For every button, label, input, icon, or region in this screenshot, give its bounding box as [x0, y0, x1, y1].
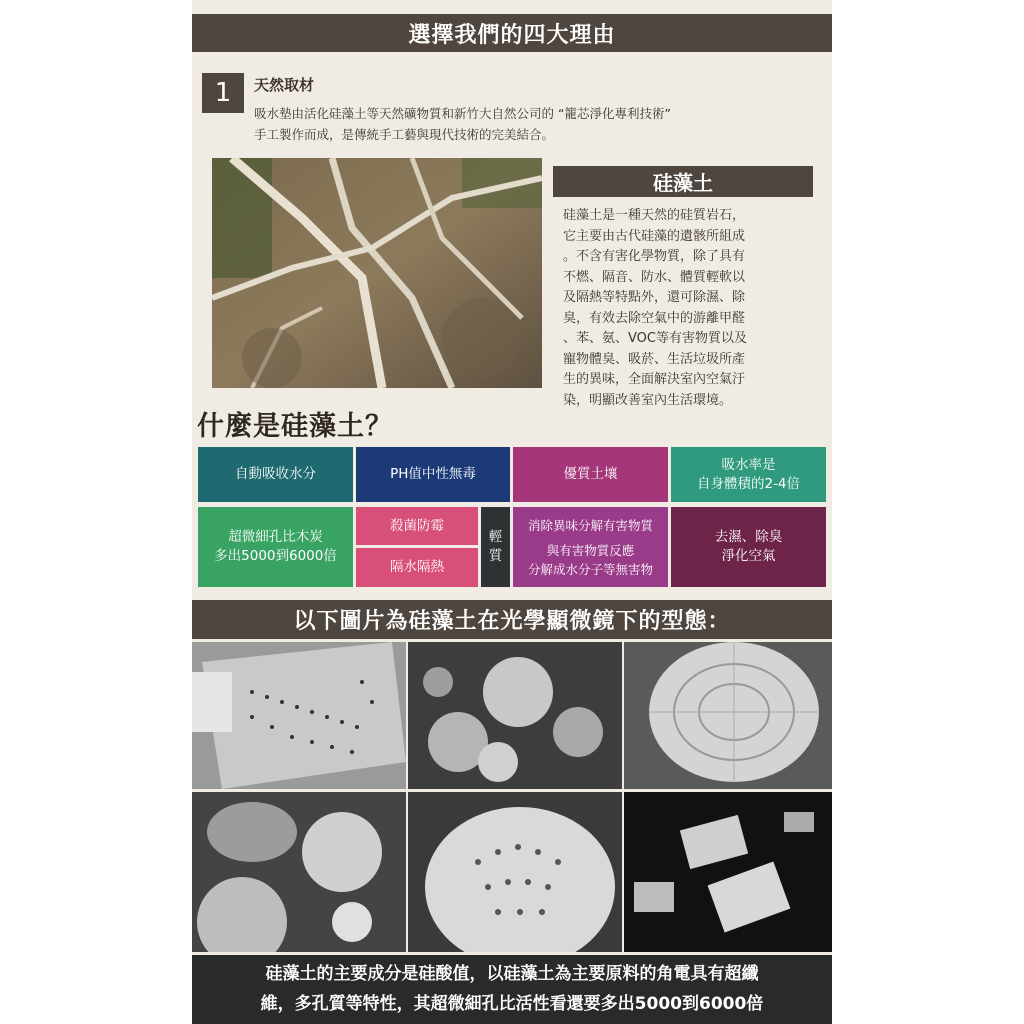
description-line: 吸水墊由活化硅藻土等天然礦物質和新竹大自然公司的 “籠芯淨化專利技術”: [254, 106, 671, 121]
feature-line: 多出5000到6000倍: [214, 548, 337, 564]
diatomite-line: 生的異味，全面解決室內空氣汙: [563, 372, 746, 387]
what-is-diatomite-heading: 什麼是硅藻土？: [197, 411, 393, 442]
feature-line: 淨化空氣: [721, 548, 776, 564]
diatomite-line: 寵物體臭、吸菸、生活垃圾所產: [563, 351, 746, 367]
diatomite-line: 不燃、隔音、防水、體質輕軟以: [563, 269, 746, 285]
microscope-image: [192, 792, 406, 952]
caption-line: 維，多孔質等特性，其超微細孔比活性看還要多出5000到6000倍: [260, 994, 764, 1014]
section-number: 1: [202, 73, 244, 113]
diatomite-line: 硅藻土是一種天然的硅質岩石，: [563, 208, 746, 223]
diatomite-line: 臭，有效去除空氣中的游離甲醛: [563, 310, 746, 326]
diatomite-line: 染，明顯改善室內生活環境。: [563, 392, 733, 408]
microscope-header: 以下圖片為硅藻土在光學顯微鏡下的型態：: [192, 600, 832, 639]
section-title: 天然取材: [254, 76, 315, 94]
feature-line: 輕: [488, 529, 503, 545]
feature-deodorize: [513, 507, 668, 587]
diatomite-description: [563, 206, 808, 411]
bottom-caption: [192, 955, 832, 1024]
feature-line: 自身體積的2-4倍: [696, 475, 801, 492]
feature-lightweight: [481, 507, 510, 587]
feature-line: 質: [488, 548, 503, 564]
feature-line: 消除異味分解有害物質: [527, 517, 653, 533]
feature-quality-soil: 優質土壤: [513, 447, 668, 502]
microscope-image: [624, 792, 832, 952]
feature-micro-pores: [198, 507, 353, 587]
diatomite-line: 。不含有害化學物質，除了具有: [563, 249, 746, 264]
feature-insulation: 隔水隔熱: [356, 548, 478, 587]
diatomite-line: 及隔熱等特點外，還可除濕、除: [563, 290, 746, 305]
section-description: [254, 103, 824, 145]
feature-ph-neutral: PH值中性無毒: [356, 447, 510, 502]
page-header: 選擇我們的四大理由: [192, 14, 832, 52]
feature-line: 吸水率是: [721, 456, 776, 473]
feature-line: 分解成水分子等無害物: [527, 561, 653, 577]
microscope-image: [408, 792, 622, 952]
rock-photo: [212, 158, 542, 388]
microscope-image: [192, 642, 406, 789]
feature-line: 與有害物質反應: [546, 542, 635, 558]
feature-absorption-rate: [671, 447, 826, 502]
description-line: 手工製作而成，是傳統手工藝與現代技術的完美結合。: [254, 127, 555, 142]
microscope-image: [624, 642, 832, 789]
caption-line: 硅藻土的主要成分是硅酸值，以硅藻土為主要原料的角電具有超纖: [265, 964, 759, 984]
microscope-image: [408, 642, 622, 789]
feature-antibacterial: 殺菌防霉: [356, 507, 478, 545]
feature-line: 超微細孔比木炭: [228, 529, 323, 545]
diatomite-line: 它主要由古代硅藻的遺骸所組成: [563, 228, 746, 244]
feature-dehumidify: [671, 507, 826, 587]
diatomite-title: 硅藻土: [553, 166, 813, 197]
diatomite-line: 、苯、氨、VOC等有害物質以及: [563, 331, 747, 346]
feature-line: 去濕、除臭: [714, 529, 783, 545]
feature-auto-absorb: 自動吸收水分: [198, 447, 353, 502]
